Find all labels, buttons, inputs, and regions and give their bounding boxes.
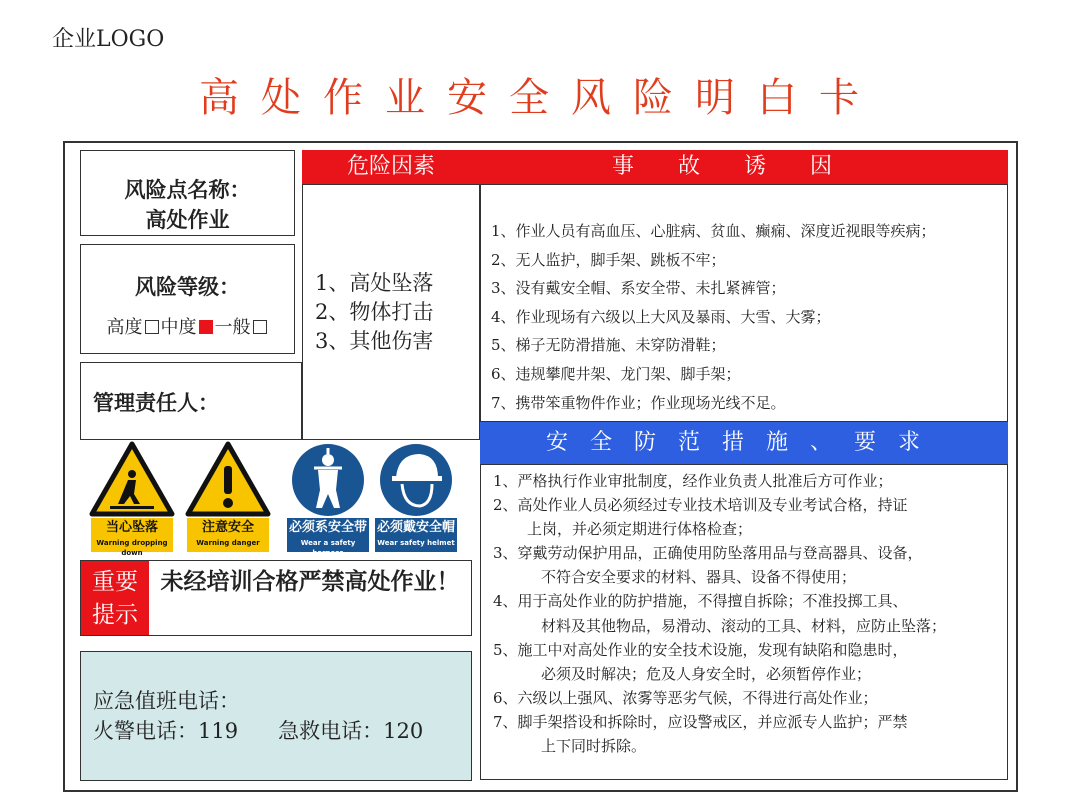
- emergency-title: 应急值班电话：: [93, 689, 240, 713]
- cause-item: 3、没有戴安全帽、系安全带、未扎紧裤管；: [491, 279, 786, 298]
- falling-warning-sign: [88, 440, 176, 557]
- measure-line: 不符合安全要求的材料、器具、设备不得使用；: [541, 568, 857, 587]
- sign-caption: 必须戴安全帽 Wear safety helmet: [375, 518, 457, 552]
- safety-helmet-icon: [372, 440, 460, 518]
- safety-harness-icon: [284, 440, 372, 518]
- attention-warning-icon: [184, 440, 272, 518]
- emergency-numbers: 火警电话：119 急救电话：120: [93, 719, 424, 743]
- fire-number: 119: [198, 719, 239, 743]
- measure-line: 必须及时解决；危及人身安全时，必须暂停作业；: [541, 664, 872, 683]
- safety-measures-header: 安全防范措施、要求: [480, 422, 1008, 464]
- measure-line: 4、用于高处作业的防护措施，不得擅自拆除；不准投掷工具、: [493, 592, 908, 611]
- risk-level-box: [80, 244, 295, 354]
- risk-point-label: 风险点名称：: [124, 177, 251, 202]
- cause-item: 2、无人监护，脚手架、跳板不牢；: [491, 250, 726, 269]
- level-high-label: 高度: [106, 317, 143, 338]
- accident-causes-list: [480, 184, 1008, 422]
- level-general-checkbox: [253, 320, 267, 334]
- danger-item: 3、其他伤害: [315, 329, 434, 353]
- measure-line: 上岗，并必须定期进行体格检查；: [527, 520, 753, 539]
- risk-level-label: 风险等级：: [135, 274, 240, 299]
- danger-factors-header: 危险因素: [302, 150, 480, 184]
- cause-item: 1、作业人员有高血压、心脏病、贫血、癫痫、深度近视眼等疾病；: [491, 222, 936, 240]
- notice-tag: 重要 提示: [81, 561, 149, 635]
- measure-line: 2、高处作业人员必须经过专业技术培训及专业考试合格，持证: [493, 496, 908, 515]
- level-general-label: 一般: [214, 317, 251, 338]
- emergency-phone-box: [80, 651, 472, 781]
- danger-item: 1、高处坠落: [315, 271, 434, 295]
- sign-caption: 当心坠落 Warning dropping down: [91, 518, 173, 552]
- notice-message: 未经培训合格严禁高处作业！: [160, 568, 460, 595]
- cause-item: 7、携带笨重物件作业；作业现场光线不足。: [491, 393, 786, 412]
- important-notice: [80, 560, 472, 636]
- risk-point-value: 高处作业: [145, 207, 230, 232]
- cause-item: 4、作业现场有六级以上大风及暴雨、大雪、大雾；: [491, 307, 831, 326]
- level-high-checkbox: [145, 320, 159, 334]
- danger-factors-list: [302, 184, 480, 440]
- danger-item: 2、物体打击: [315, 300, 434, 324]
- sign-caption: 必须系安全带 Wear a safety harness: [288, 520, 367, 557]
- manager-box: [80, 362, 302, 440]
- falling-warning-icon: [88, 440, 176, 518]
- risk-level-options: [81, 313, 294, 339]
- attention-warning-sign: [184, 440, 272, 552]
- measure-line: 5、施工中对高处作业的安全技术设施，发现有缺陷和隐患时，: [493, 640, 908, 659]
- level-mid-label: 中度: [160, 317, 197, 338]
- risk-point-box: [80, 150, 295, 236]
- cause-item: 6、违规攀爬井架、龙门架、脚手架；: [491, 364, 741, 383]
- manager-label: 管理责任人：: [93, 390, 219, 415]
- level-mid-checkbox: [199, 320, 213, 334]
- measure-line: 1、严格执行作业审批制度，经作业负责人批准后方可作业；: [493, 472, 893, 490]
- safety-harness-sign: [284, 440, 372, 557]
- ambulance-number: 120: [383, 719, 424, 743]
- company-logo-text: 企业LOGO: [52, 27, 165, 52]
- measure-line: 材料及其他物品，易滑动、滚动的工具、材料，应防止坠落；: [541, 616, 947, 635]
- safety-measures-list: [480, 464, 1008, 780]
- safety-helmet-sign: [372, 440, 460, 552]
- cause-item: 5、梯子无防滑措施、未穿防滑鞋；: [491, 336, 726, 355]
- measure-line: 上下同时拆除。: [541, 737, 647, 756]
- measure-line: 3、穿戴劳动保护用品，正确使用防坠落用品与登高器具、设备，: [493, 544, 923, 563]
- accident-causes-header: 事故诱因: [480, 150, 1008, 184]
- sign-caption: 注意安全 Warning danger: [187, 518, 269, 552]
- measure-line: 6、六级以上强风、浓雾等恶劣气候，不得进行高处作业；: [493, 688, 878, 707]
- page-title: 高处作业安全风险明白卡: [199, 75, 881, 121]
- measure-line: 7、脚手架搭设和拆除时，应设警戒区，并应派专人监护；严禁: [493, 712, 908, 731]
